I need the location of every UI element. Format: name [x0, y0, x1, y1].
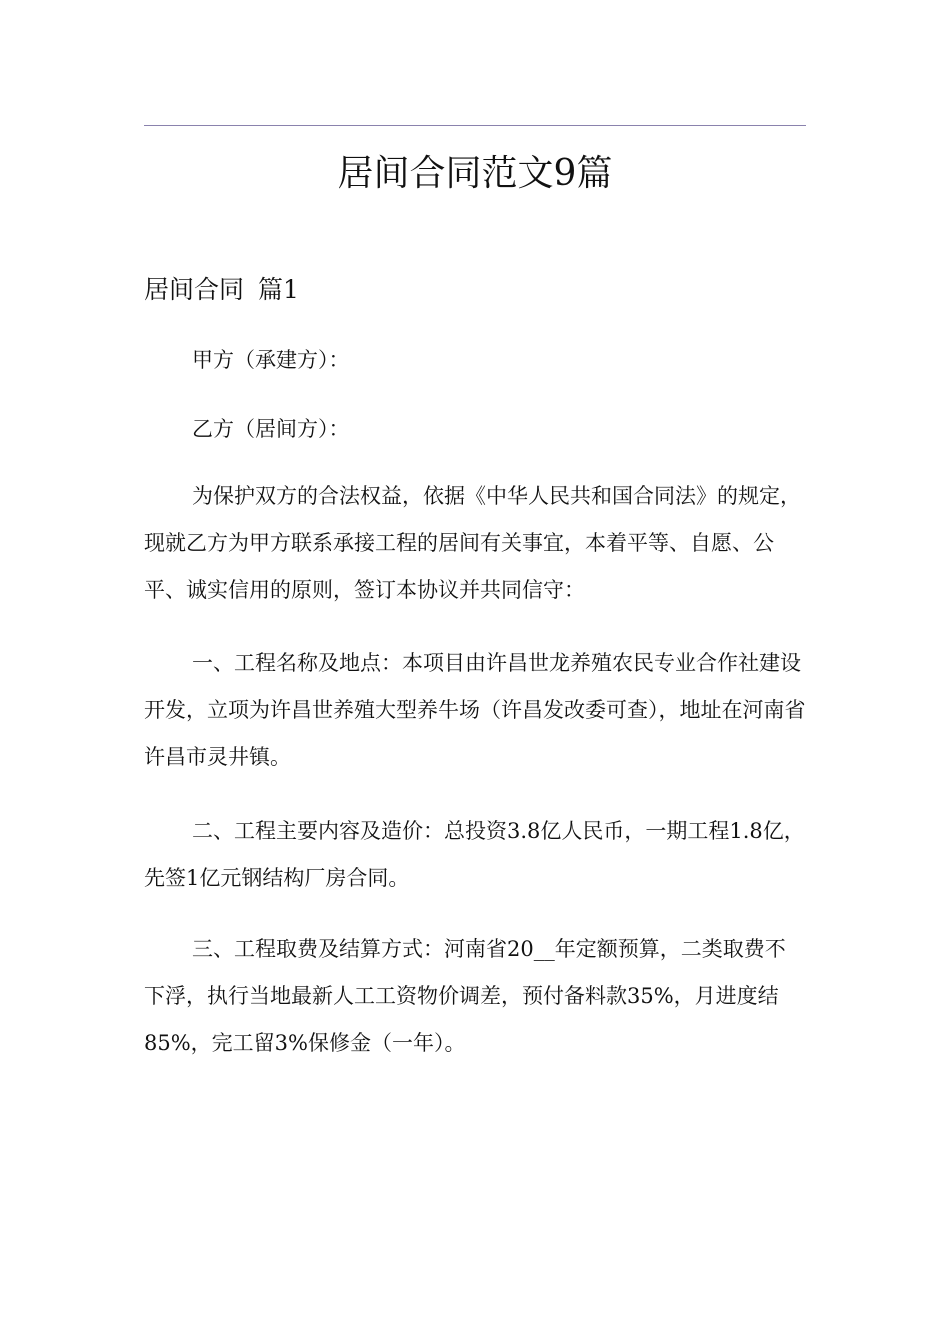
- clause-3-paragraph: 三、工程取费及结算方式：河南省20__年定额预算，二类取费不下浮，执行当地最新人工工资物价调差，预付备料款35%，月进度结85%，完工留3%保修金（一年）。: [144, 937, 786, 1055]
- party-b-line: 乙方（居间方）：: [192, 417, 350, 441]
- document-title: 居间合同范文9篇: [337, 153, 613, 194]
- party-a-line: 甲方（承建方）：: [192, 348, 350, 372]
- section-heading: [144, 272, 299, 308]
- section-heading-label: 居间合同: [144, 275, 245, 304]
- clause-2-paragraph: 二、工程主要内容及造价：总投资3.8亿人民币，一期工程1.8亿，先签1亿元钢结构厂房合同。: [144, 819, 805, 890]
- header-divider: [144, 125, 806, 126]
- section-part-label: 篇1: [258, 275, 299, 304]
- clause-1-paragraph: 一、工程名称及地点：本项目由许昌世龙养殖农民专业合作社建设开发，立项为许昌世养殖大型养牛场（许昌发改委可查），地址在河南省许昌市灵井镇。: [144, 651, 806, 769]
- preamble-paragraph: 为保护双方的合法权益，依据《中华人民共和国合同法》的规定，现就乙方为甲方联系承接工程的居间有关事宜，本着平等、自愿、公平、诚实信用的原则，签订本协议并共同信守：: [144, 484, 801, 602]
